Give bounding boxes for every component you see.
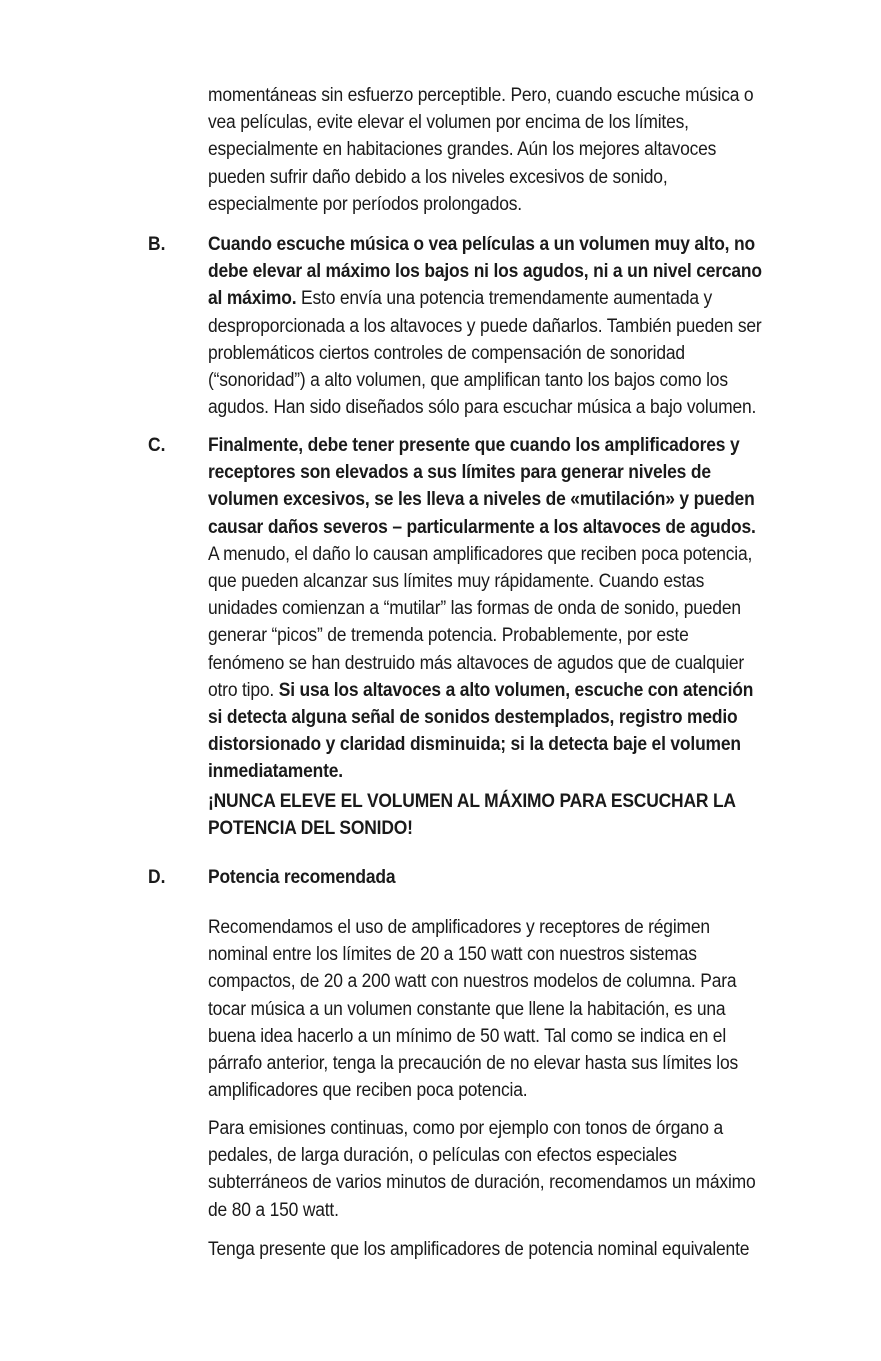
- text-line: [208, 731, 756, 758]
- bold-text: al máximo.: [208, 287, 297, 310]
- text-line: [208, 758, 756, 785]
- text-line: vea películas, evite elevar el volumen por encima de los límites,: [208, 111, 689, 134]
- text-line: generar “picos” de tremenda potencia. Probablemente, por este: [208, 624, 689, 647]
- section-b-label: B.: [148, 233, 166, 255]
- text-line: especialmente por períodos prolongados.: [208, 192, 522, 215]
- text-line: [208, 231, 762, 258]
- text-line: fenómeno se han destruido más altavoces de agudos que de cualquier: [208, 651, 745, 674]
- text-line: (“sonoridad”) a alto volumen, que amplifican tanto los bajos como los: [208, 369, 728, 392]
- text-line: [208, 486, 756, 513]
- body-text: otro tipo.: [208, 678, 279, 701]
- text-line: que pueden alcanzar sus límites muy rápidamente. Cuando estas: [208, 570, 705, 593]
- text-line: pedales, de larga duración, o películas con efectos especiales: [208, 1144, 677, 1167]
- text-line: desproporcionada a los altavoces y puede dañarlos. También pueden ser: [208, 314, 762, 337]
- section-d-paragraph-2: [208, 1115, 756, 1224]
- text-line: Recomendamos el uso de amplificadores y receptores de régimen: [208, 916, 710, 938]
- text-line: Tenga presente que los amplificadores de potencia nominal equivalente: [208, 1238, 750, 1260]
- text-line: [208, 285, 762, 312]
- bold-text: Si usa los altavoces a alto volumen, escuche con atención: [278, 678, 754, 701]
- text-line: [208, 258, 762, 285]
- bold-text: receptores son elevados a sus límites para generar niveles de: [208, 461, 711, 484]
- bold-text: volumen excesivos, se les lleva a niveles de «mutilación» y pueden: [208, 488, 755, 511]
- text-line: unidades comienzan a “mutilar” las formas de onda de sonido, pueden: [208, 597, 741, 620]
- text-line: A menudo, el daño lo causan amplificadores que reciben poca potencia,: [208, 542, 753, 565]
- section-c-paragraph: [208, 432, 756, 786]
- bold-text: si detecta alguna señal de sonidos destemplados, registro medio: [208, 706, 738, 729]
- text-line: [208, 459, 756, 486]
- text-line: de 80 a 150 watt.: [208, 1198, 339, 1221]
- text-line: POTENCIA DEL SONIDO!: [208, 817, 413, 840]
- bold-text: Cuando escuche música o vea películas a un volumen muy alto, no: [208, 233, 755, 255]
- text-line: párrafo anterior, tenga la precaución de no elevar hasta sus límites los: [208, 1052, 739, 1075]
- intro-paragraph: [208, 82, 753, 218]
- bold-text: inmediatamente.: [208, 760, 343, 783]
- text-line: pueden sufrir daño debido a los niveles excesivos de sonido,: [208, 165, 668, 188]
- section-d-paragraph-3: [208, 1236, 749, 1263]
- text-line: ¡NUNCA ELEVE EL VOLUMEN AL MÁXIMO PARA ESCUCHAR LA: [208, 790, 736, 812]
- section-b-paragraph: [208, 231, 762, 421]
- text-line: tocar música a un volumen constante que llene la habitación, es una: [208, 997, 726, 1020]
- text-line: buena idea hacerlo a un mínimo de 50 watt. Tal como se indica en el: [208, 1024, 727, 1047]
- body-text: Esto envía una potencia tremendamente aumentada y: [296, 287, 713, 310]
- bold-text: debe elevar al máximo los bajos ni los agudos, ni a un nivel cercano: [208, 260, 762, 283]
- text-line: [208, 704, 756, 731]
- section-d-label: D.: [148, 866, 166, 888]
- text-line: nominal entre los límites de 20 a 150 watt con nuestros sistemas: [208, 943, 697, 966]
- section-c-label: C.: [148, 434, 166, 456]
- text-line: [208, 677, 756, 704]
- volume-warning: [208, 788, 736, 842]
- section-d-paragraph-1: [208, 914, 738, 1104]
- text-line: [208, 514, 756, 541]
- text-line: compactos, de 20 a 200 watt con nuestros modelos de columna. Para: [208, 970, 737, 993]
- bold-text: Finalmente, debe tener presente que cuando los amplificadores y: [208, 434, 740, 456]
- text-line: agudos. Han sido diseñados sólo para escuchar música a bajo volumen.: [208, 396, 757, 419]
- text-line: subterráneos de varios minutos de duración, recomendamos un máximo: [208, 1171, 756, 1194]
- text-line: especialmente en habitaciones grandes. Aún los mejores altavoces: [208, 138, 717, 161]
- text-line: momentáneas sin esfuerzo perceptible. Pero, cuando escuche música o: [208, 84, 754, 106]
- text-line: amplificadores que reciben poca potencia.: [208, 1079, 528, 1102]
- section-d-heading: Potencia recomendada: [208, 866, 396, 888]
- bold-text: distorsionado y claridad disminuida; si la detecta baje el volumen: [208, 733, 741, 756]
- text-line: Para emisiones continuas, como por ejemplo con tonos de órgano a: [208, 1117, 723, 1139]
- bold-text: causar daños severos – particularmente a los altavoces de agudos.: [208, 515, 756, 538]
- text-line: problemáticos ciertos controles de compensación de sonoridad: [208, 341, 685, 364]
- text-line: [208, 432, 756, 459]
